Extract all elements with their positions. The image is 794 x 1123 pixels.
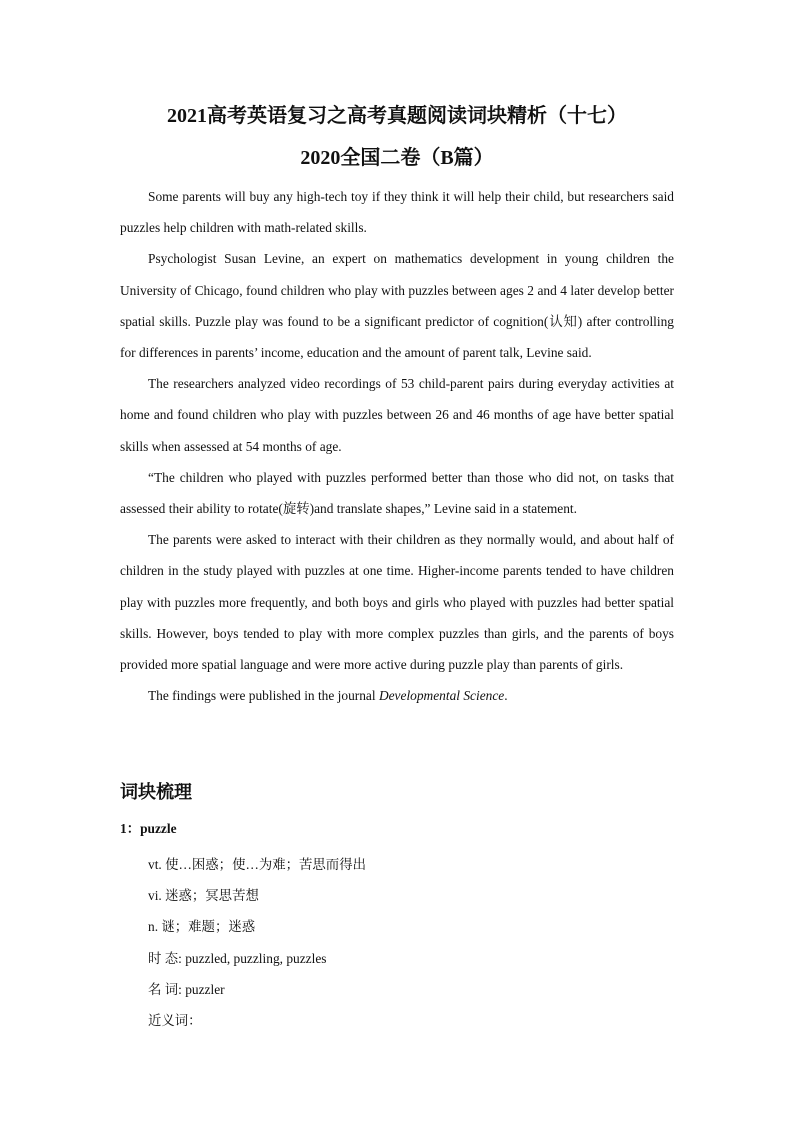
document-title: 2021高考英语复习之高考真题阅读词块精析（十七）	[167, 105, 627, 127]
vocab-line-n: n. 谜；难题；迷惑	[148, 919, 256, 935]
article-paragraph-4: “The children who played with puzzles performed better than those who did not, on tasks that assessed their ability to rotate(旋转)and translate shapes,” Levine said in a statement.	[120, 469, 674, 517]
paragraph-text: The findings were published in the journal	[148, 688, 379, 704]
document-subtitle: 2020全国二卷（B篇）	[300, 147, 494, 169]
article-paragraph-2: Psychologist Susan Levine, an expert on mathematics development in young children the University of Chicago, found children who play with puzzles between ages 2 and 4 later develop better spatial skills. Puzzle play was found to be a significant predictor of cognition(认知) after controlling for differences in parents’ income, education and the amount of parent talk, Levine said.	[120, 251, 674, 361]
article-paragraph-3: The researchers analyzed video recordings of 53 child-parent pairs during everyday activities at home and found children who play with puzzles between 26 and 46 months of age have better spatial skills when assessed at 54 months of age.	[120, 376, 674, 454]
vocab-entry-lines	[148, 849, 668, 1036]
article-paragraph-6	[120, 680, 674, 711]
journal-name: Developmental Science	[378, 688, 505, 704]
paragraph-end: .	[504, 688, 508, 704]
article-paragraph-5: The parents were asked to interact with their children as they normally would, and about half of children in the study played with puzzles at one time. Higher-income parents tended to have children play with puzzles more frequently, and both boys and girls who played with puzzles had better spatial skills. However, boys tended to play with more complex puzzles than girls, and the parents of boys provided more spatial language and were more active during puzzle play than parents of girls.	[120, 532, 674, 673]
vocab-entry-head: 1：puzzle	[120, 821, 177, 836]
article-paragraph-1: Some parents will buy any high-tech toy if they think it will help their child, but researchers said puzzles help children with math-related skills.	[120, 189, 674, 236]
article-body	[120, 181, 674, 711]
vocab-line-synonym: 近义词：	[148, 1013, 202, 1029]
vocab-line-tense: 时 态: puzzled, puzzling, puzzles	[148, 950, 327, 966]
vocab-line-vi: vi. 迷惑；冥思苦想	[148, 888, 259, 904]
vocab-section-title: 词块梳理	[120, 782, 192, 802]
vocab-line-vt: vt. 使…困惑；使…为难；苦思而得出	[148, 857, 366, 872]
vocab-line-noun: 名 词: puzzler	[148, 981, 225, 997]
